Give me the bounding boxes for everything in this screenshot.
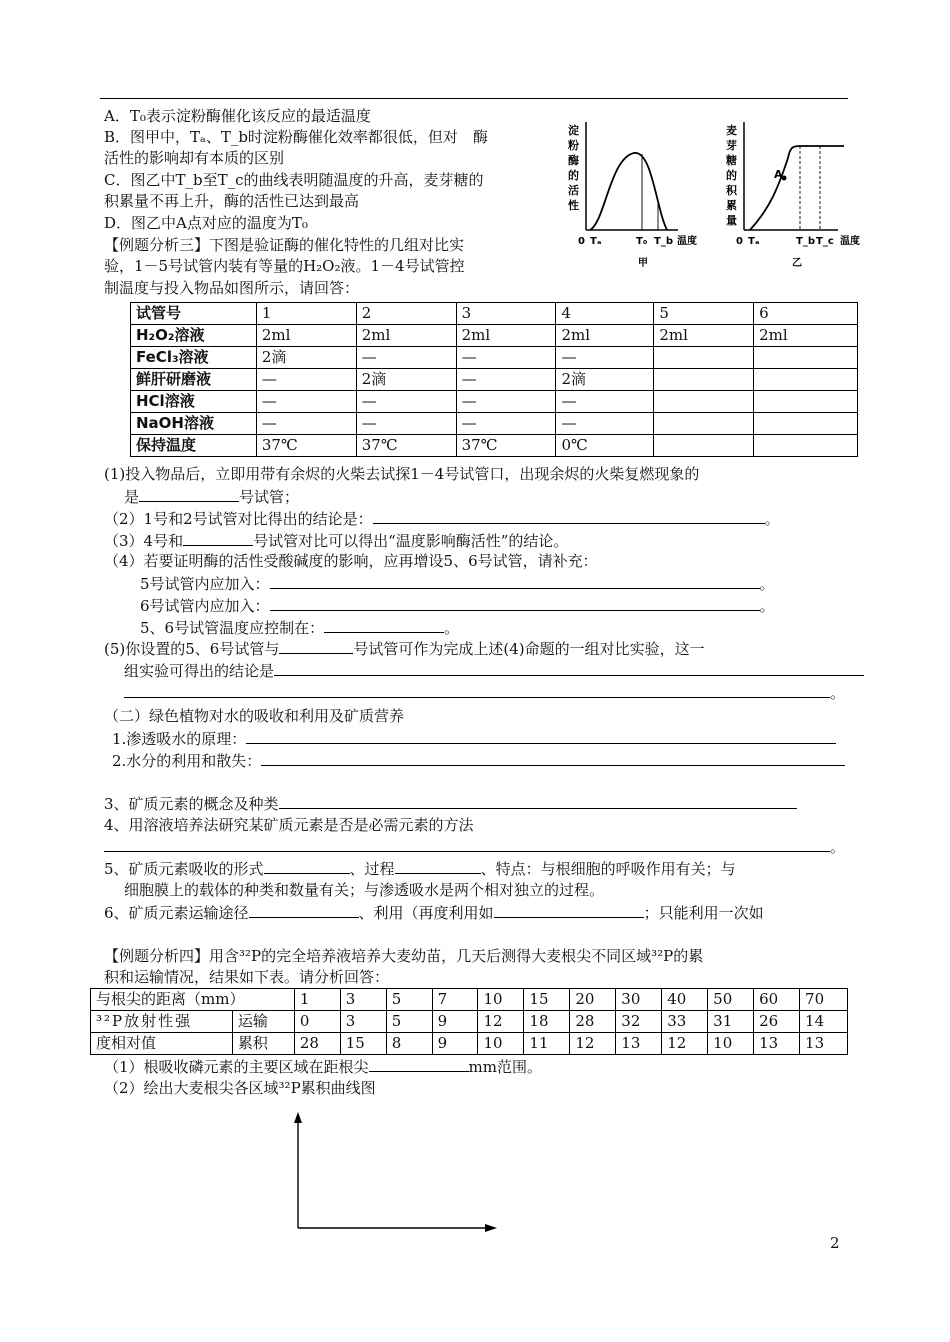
example3-line1: 【例题分析三】下图是验证酶的催化特性的几组对比实 — [104, 236, 465, 254]
q3-4b: 6号试管内应加入： 。 — [140, 597, 775, 615]
table-row — [131, 303, 858, 325]
answer-blank[interactable] — [124, 682, 830, 698]
jia-ylabel-5: 活 — [568, 184, 579, 197]
table-cell: 保持温度 — [131, 435, 257, 457]
table-header-cell: 与根尖的距离（mm） — [91, 989, 295, 1011]
q4-1: （1）根吸收磷元素的主要区域在距根尖 mm范围。 — [104, 1058, 542, 1076]
q3-3: （3）4号和 号试管对比可以得出“温度影响酶活性”的结论。 — [104, 532, 569, 550]
table-cell: 13 — [800, 1033, 848, 1055]
jia-ylabel-4: 的 — [568, 169, 579, 182]
table-cell: FeCl₃溶液 — [131, 347, 257, 369]
page-number: 2 — [830, 1234, 840, 1252]
q3-5-line2: 组实验可得出的结论是 — [124, 660, 864, 681]
table-cell: 3 — [456, 303, 556, 325]
table-cell: 0 — [294, 1011, 340, 1033]
example3-line2: 验，1－5号试管内装有等量的H₂O₂液。1－4号试管控 — [104, 257, 465, 275]
option-b-line2: 活性的影响却有本质的区别 — [104, 149, 285, 167]
table-row — [131, 325, 858, 347]
table-cell: 9 — [432, 1011, 478, 1033]
table-cell: 37℃ — [356, 435, 456, 457]
table-cell: 运输 — [232, 1011, 294, 1033]
jia-ylabel-2: 粉 — [568, 139, 579, 152]
table-cell: 15 — [524, 989, 570, 1011]
table-cell: 2ml — [754, 325, 858, 347]
table-cell: — — [456, 369, 556, 391]
table-cell: — — [556, 413, 654, 435]
table-cell: 2 — [356, 303, 456, 325]
table-cell: 18 — [524, 1011, 570, 1033]
option-c-line2: 积累量不再上升，酶的活性已达到最高 — [104, 192, 360, 210]
table-cell: 3 — [340, 1011, 386, 1033]
table-cell: 累积 — [232, 1033, 294, 1055]
table-cell: 30 — [616, 989, 662, 1011]
table-cell — [754, 369, 858, 391]
table-cell: 10 — [478, 1033, 524, 1055]
yi-ylabel-2: 芽 — [726, 139, 737, 152]
table-cell: 5 — [654, 303, 754, 325]
section2-item5-line2: 细胞膜上的载体的种类和数量有关；与渗透吸水是两个相对独立的过程。 — [124, 881, 605, 899]
section2-item4-blank: 。 — [104, 836, 845, 857]
table-cell: 37℃ — [456, 435, 556, 457]
option-b-line1: B．图甲中，Tₐ、T_b时淀粉酶催化效率都很低，但对 酶 — [104, 128, 488, 146]
yi-ylabel-5: 积 — [726, 184, 737, 197]
table-cell: 70 — [800, 989, 848, 1011]
answer-blank[interactable] — [324, 617, 444, 633]
option-a: A．T₀表示淀粉酶催化该反应的最适温度 — [104, 107, 371, 125]
table-cell: 28 — [294, 1033, 340, 1055]
q3-4c: 5、6号试管温度应控制在： 。 — [140, 619, 460, 637]
yi-tick-tb: T_b — [796, 236, 815, 247]
table-cell: 0℃ — [556, 435, 654, 457]
table-row — [91, 989, 848, 1011]
table-row — [131, 435, 858, 457]
header-rule — [100, 98, 848, 99]
table-cell: 12 — [570, 1033, 616, 1055]
jia-caption: 甲 — [638, 258, 648, 269]
table-row-label: ³²P放射性强 — [91, 1011, 233, 1033]
table-cell: — — [456, 391, 556, 413]
table-cell: 10 — [708, 1033, 754, 1055]
table-cell: — — [356, 391, 456, 413]
table-cell: 32 — [616, 1011, 662, 1033]
jia-tick-ta: Tₐ — [590, 236, 602, 247]
yi-xlabel: 温度 — [840, 236, 860, 247]
yi-caption: 乙 — [792, 258, 802, 269]
answer-blank[interactable] — [139, 486, 239, 502]
section2-item4: 4、用溶液培养法研究某矿质元素是否是必需元素的方法 — [104, 816, 474, 834]
table-cell: 试管号 — [131, 303, 257, 325]
table-cell: 2滴 — [256, 347, 356, 369]
table-cell: 40 — [662, 989, 708, 1011]
table-cell: — — [256, 413, 356, 435]
table-cell: 14 — [800, 1011, 848, 1033]
jia-curve — [590, 153, 667, 230]
table-cell: 5 — [386, 989, 432, 1011]
q3-5-line1: (5)你设置的5、6号试管与 号试管可作为完成上述(4)命题的一组对比实验，这一 — [104, 640, 705, 658]
yi-curve — [750, 146, 844, 230]
table-cell: 2ml — [556, 325, 654, 347]
answer-blank[interactable] — [249, 902, 359, 918]
table-cell: 15 — [340, 1033, 386, 1055]
table-cell: 3 — [340, 989, 386, 1011]
table-cell: 2滴 — [356, 369, 456, 391]
example3-line3: 制温度与投入物品如图所示，请回答： — [104, 279, 360, 297]
section2-item2: 2.水分的利用和散失： — [112, 750, 845, 771]
table-cell: 20 — [570, 989, 616, 1011]
yi-tick-ta: Tₐ — [748, 236, 760, 247]
table-row — [131, 391, 858, 413]
jia-ylabel-6: 性 — [568, 199, 579, 212]
answer-blank[interactable] — [279, 638, 353, 654]
table-cell: 12 — [478, 1011, 524, 1033]
table-cell: 1 — [256, 303, 356, 325]
answer-blank[interactable] — [246, 728, 836, 744]
section2-item1: 1.渗透吸水的原理： — [112, 728, 836, 749]
answer-blank[interactable] — [264, 858, 350, 874]
answer-blank[interactable] — [261, 750, 845, 766]
table-row — [91, 1033, 848, 1055]
table-cell: — — [556, 391, 654, 413]
table-cell — [754, 347, 858, 369]
jia-ylabel-1: 淀 — [568, 124, 579, 137]
q3-1-line2: 是 号试管； — [124, 488, 300, 506]
answer-blank[interactable] — [274, 660, 864, 676]
table-cell: 33 — [662, 1011, 708, 1033]
option-d: D．图乙中A点对应的温度为T₀ — [104, 214, 308, 232]
table-cell: 5 — [386, 1011, 432, 1033]
table-cell: — — [256, 391, 356, 413]
table-cell: 11 — [524, 1033, 570, 1055]
q3-1-line1: (1)投入物品后，立即用带有余烬的火柴去试探1－4号试管口，出现余烬的火柴复燃现象的 — [104, 465, 700, 483]
table-cell: 1 — [294, 989, 340, 1011]
table-cell: 2ml — [456, 325, 556, 347]
table-cell: 6 — [754, 303, 858, 325]
table-row — [91, 1011, 848, 1033]
table-row — [131, 347, 858, 369]
q3-4: （4）若要证明酶的活性受酸碱度的影响，应再增设5、6号试管，请补充： — [104, 552, 598, 570]
table-cell — [654, 435, 754, 457]
table-cell — [754, 391, 858, 413]
table-cell: — — [456, 413, 556, 435]
table-cell: 37℃ — [256, 435, 356, 457]
q3-2: （2）1号和2号试管对比得出的结论是： 。 — [104, 510, 780, 528]
test-tube-table — [130, 302, 858, 457]
table-cell: — — [456, 347, 556, 369]
table-cell: 鲜肝研磨液 — [131, 369, 257, 391]
yi-ylabel-1: 麦 — [726, 124, 737, 137]
answer-blank[interactable] — [369, 1056, 469, 1072]
table-cell: 12 — [662, 1033, 708, 1055]
jia-ylabel-3: 酶 — [568, 154, 579, 167]
table-cell: 10 — [478, 989, 524, 1011]
example4-line2: 积和运输情况，结果如下表。请分析回答： — [104, 968, 390, 986]
yi-origin: 0 — [736, 236, 743, 247]
table-cell: 9 — [432, 1033, 478, 1055]
answer-blank[interactable] — [279, 793, 797, 809]
table-cell — [754, 435, 858, 457]
yi-tick-tc: T_c — [816, 236, 834, 247]
section2-title: （二）绿色植物对水的吸收和利用及矿质营养 — [104, 707, 405, 725]
table-cell: — — [356, 347, 456, 369]
option-c-line1: C．图乙中T_b至T_c的曲线表明随温度的升高，麦芽糖的 — [104, 171, 484, 189]
table-cell: 50 — [708, 989, 754, 1011]
answer-blank[interactable] — [270, 595, 760, 611]
jia-tick-t0: T₀ — [636, 236, 648, 247]
table-cell: 31 — [708, 1011, 754, 1033]
q3-5-line3: 。 — [124, 682, 845, 703]
answer-blank[interactable] — [494, 902, 644, 918]
table-cell: HCl溶液 — [131, 391, 257, 413]
section2-item5-line1: 5、矿质元素吸收的形式 、过程 、特点：与根细胞的呼吸作用有关；与 — [104, 860, 736, 878]
answer-blank[interactable] — [395, 858, 481, 874]
table-cell: — — [356, 413, 456, 435]
table-row — [131, 369, 858, 391]
blank-x-arrow — [485, 1224, 497, 1232]
blank-plot-axes[interactable] — [288, 1110, 502, 1234]
table-cell: — — [556, 347, 654, 369]
table-cell: NaOH溶液 — [131, 413, 257, 435]
example4-line1: 【例题分析四】用含³²P的完全培养液培养大麦幼苗，几天后测得大麦根尖不同区域³²P的累 — [104, 947, 704, 965]
yi-ylabel-7: 量 — [726, 214, 737, 227]
table-cell: — — [256, 369, 356, 391]
table-cell — [654, 391, 754, 413]
answer-blank[interactable] — [270, 573, 760, 589]
blank-y-arrow — [294, 1112, 302, 1123]
jia-tick-tb: T_b — [654, 236, 673, 247]
p32-table — [90, 988, 848, 1055]
table-cell: 13 — [616, 1033, 662, 1055]
figure-jia — [560, 118, 710, 276]
table-cell — [654, 347, 754, 369]
table-cell: H₂O₂溶液 — [131, 325, 257, 347]
answer-blank[interactable] — [183, 530, 253, 546]
table-cell: 60 — [754, 989, 800, 1011]
section2-item6: 6、矿质元素运输途径 、利用（再度利用如 ；只能利用一次如 — [104, 904, 764, 922]
table-cell: 28 — [570, 1011, 616, 1033]
section2-item3: 3、矿质元素的概念及种类 — [104, 793, 797, 814]
table-cell: 26 — [754, 1011, 800, 1033]
yi-ylabel-6: 累 — [726, 199, 737, 212]
table-cell — [754, 413, 858, 435]
yi-point-a-label: A — [774, 168, 783, 181]
table-cell: 2ml — [654, 325, 754, 347]
table-cell: 2ml — [356, 325, 456, 347]
q4-2: （2）绘出大麦根尖各区域³²P累积曲线图 — [104, 1079, 376, 1097]
jia-origin: 0 — [578, 236, 585, 247]
jia-xlabel: 温度 — [677, 236, 697, 247]
answer-blank[interactable] — [373, 508, 765, 524]
table-row — [131, 413, 858, 435]
table-cell: 7 — [432, 989, 478, 1011]
yi-ylabel-3: 糖 — [726, 154, 737, 167]
answer-blank[interactable] — [104, 836, 830, 852]
q3-4a: 5号试管内应加入： 。 — [140, 575, 775, 593]
table-cell — [654, 369, 754, 391]
table-cell: 4 — [556, 303, 654, 325]
yi-ylabel-4: 的 — [726, 169, 737, 182]
table-cell: 8 — [386, 1033, 432, 1055]
figure-yi — [720, 118, 870, 276]
table-cell: 2滴 — [556, 369, 654, 391]
table-cell: 2ml — [256, 325, 356, 347]
table-cell: 13 — [754, 1033, 800, 1055]
table-row-label: 度相对值 — [91, 1033, 233, 1055]
table-cell — [654, 413, 754, 435]
